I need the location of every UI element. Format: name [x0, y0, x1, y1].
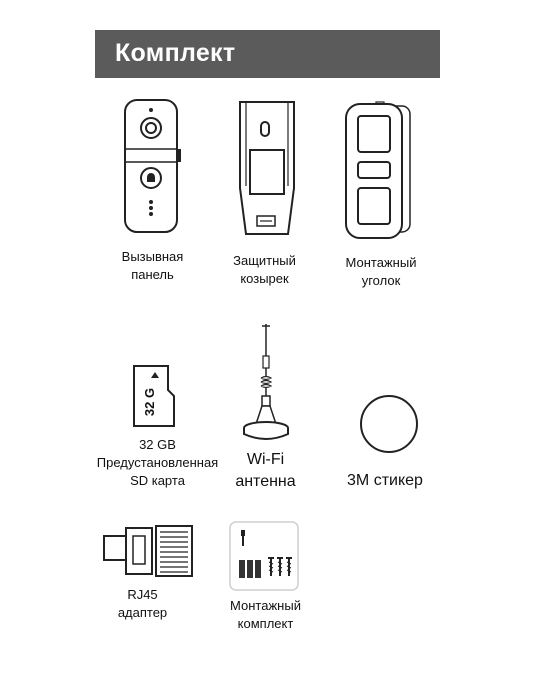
sd-card-text: 32 G [142, 387, 157, 417]
section-title: Комплект [115, 39, 236, 67]
mounting-bracket-label: Монтажный уголок [345, 255, 417, 288]
wifi-antenna-icon [238, 322, 298, 448]
rain-cover-label: Защитный козырек [233, 253, 296, 286]
sd-card-label: 32 GB Предустановленная SD карта [96, 437, 219, 488]
section-header [95, 30, 440, 78]
wifi-antenna-label: Wi-Fi антенна [235, 451, 296, 490]
sticker-label: 3M стикер [347, 472, 423, 489]
mounting-bracket-icon [340, 100, 420, 240]
rj45-adapter-icon [100, 520, 200, 580]
mounting-kit-label: Монтажный комплект [230, 598, 301, 631]
rain-cover-icon [232, 98, 302, 238]
door-panel-icon [120, 98, 190, 238]
rj45-adapter-label: RJ45 адаптер [117, 587, 168, 620]
sd-card-icon [130, 362, 180, 432]
mounting-kit-icon [228, 520, 300, 592]
door-panel-label: Вызывная панель [121, 249, 184, 282]
sticker-icon [357, 392, 421, 456]
